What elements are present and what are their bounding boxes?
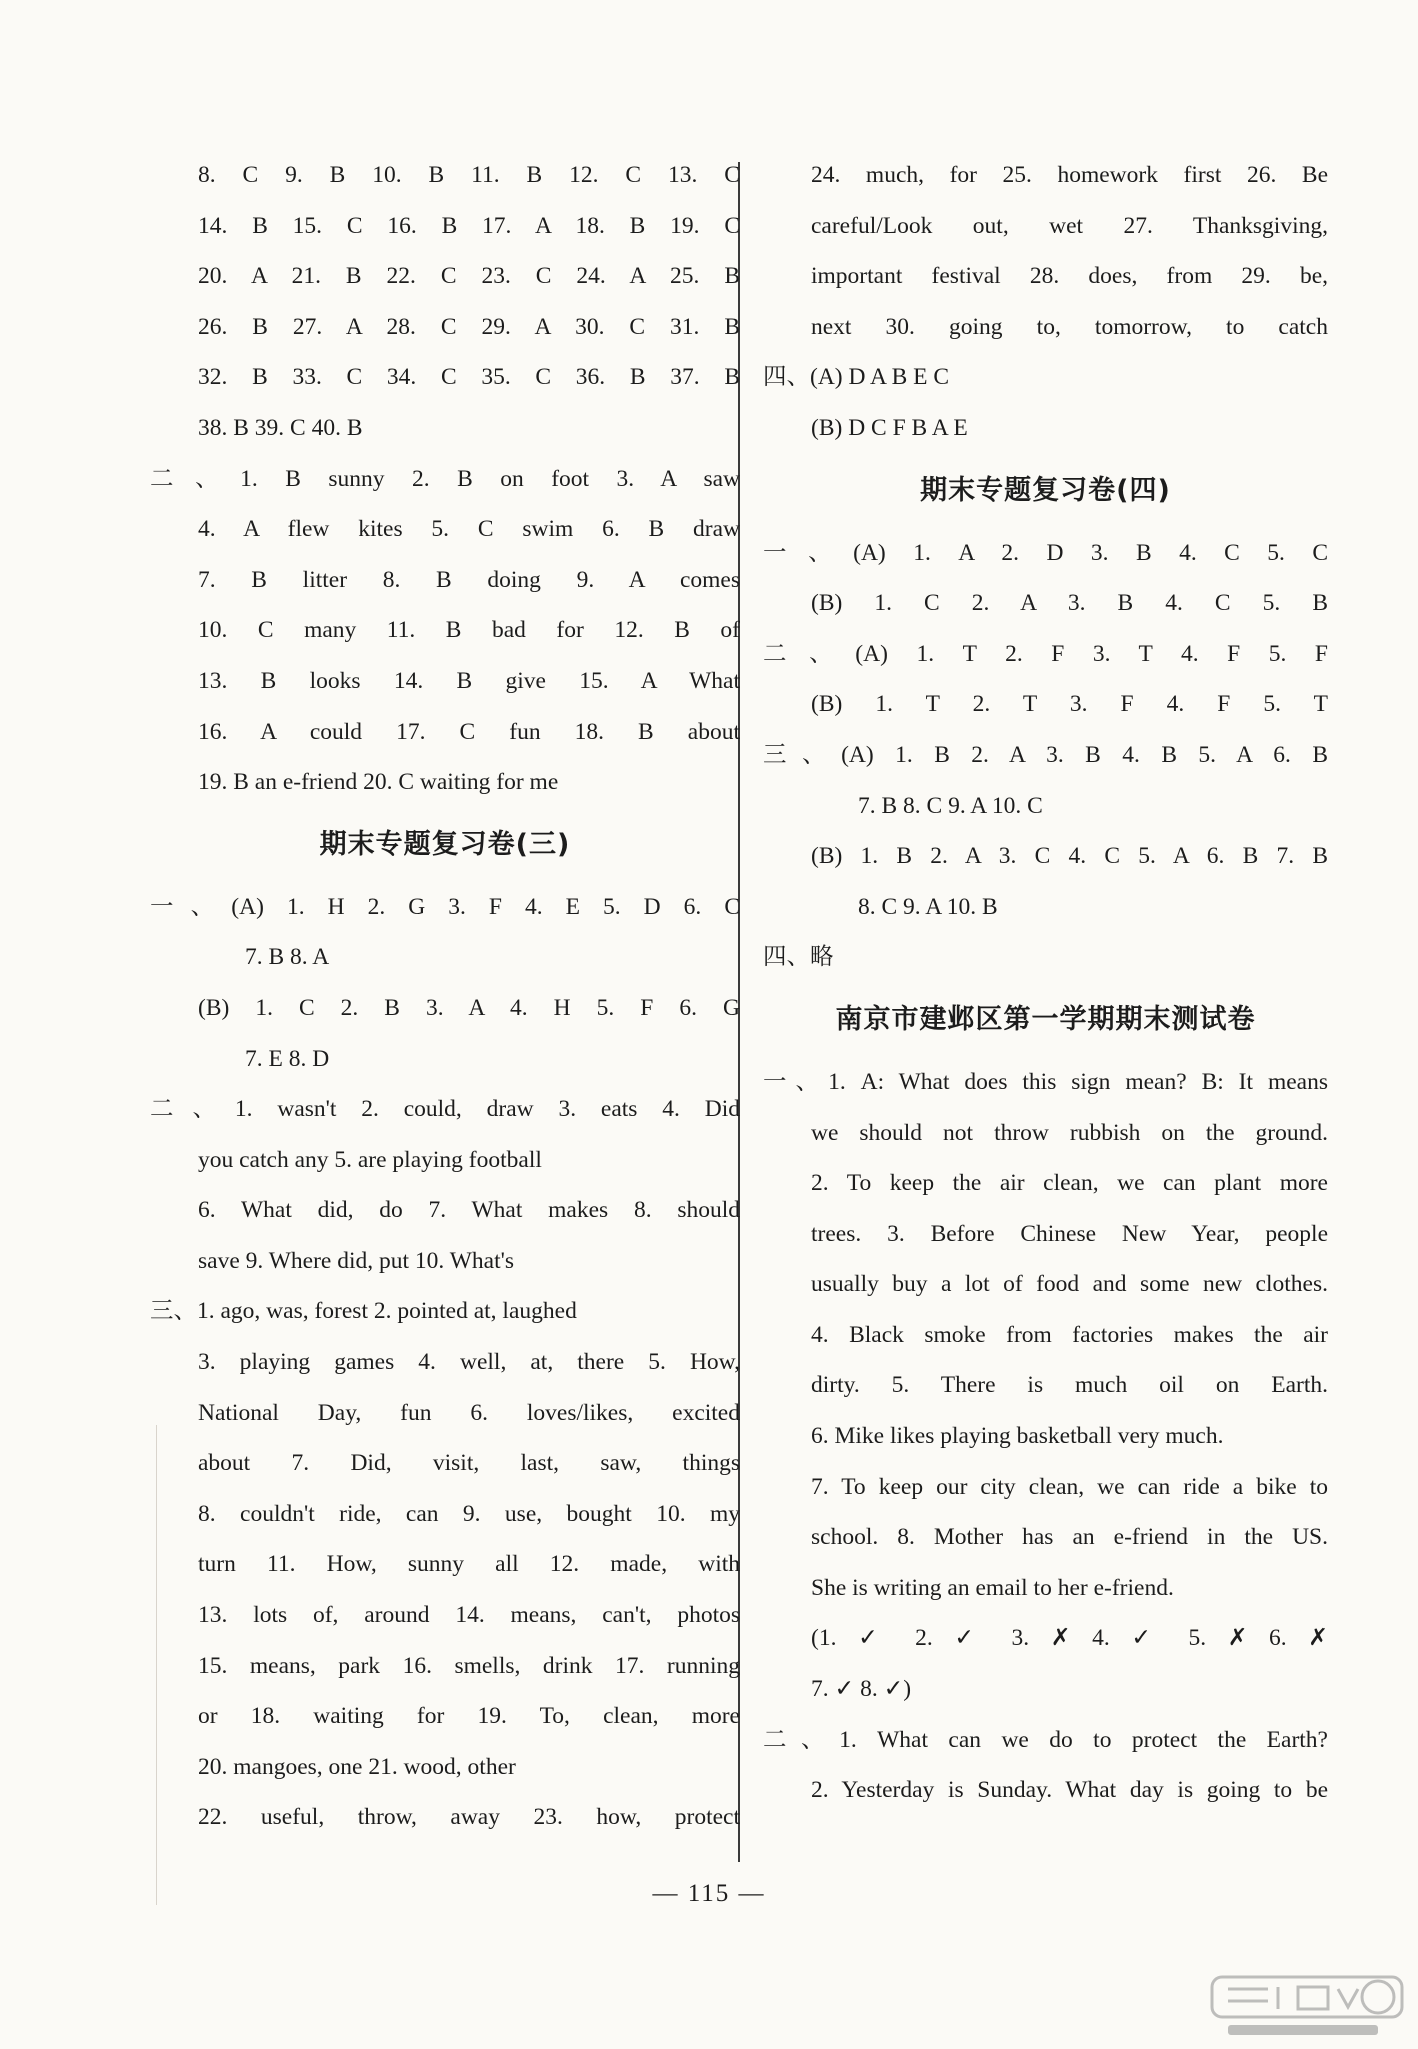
page-number: — 115 — <box>652 1880 766 1907</box>
answer-line: She is writing an email to her e-friend. <box>811 1574 1174 1601</box>
answer-line: 13. lots of, around 14. means, can't, photos <box>198 1602 740 1629</box>
answer-line: 26. B 27. A 28. C 29. A 30. C 31. B <box>198 313 740 340</box>
answer-line: next 30. going to, tomorrow, to catch <box>811 313 1328 340</box>
answer-line: 7. B litter 8. B doing 9. A comes <box>198 566 740 593</box>
answer-line: trees. 3. Before Chinese New Year, people <box>811 1220 1328 1247</box>
answer-line: dirty. 5. There is much oil on Earth. <box>811 1372 1328 1399</box>
answer-line: (1. ✓ 2. ✓ 3. ✗ 4. ✓ 5. ✗ 6. ✗ <box>811 1625 1328 1652</box>
answer-line: 38. B 39. C 40. B <box>198 414 363 441</box>
answer-line: (B) 1. C 2. A 3. B 4. C 5. B <box>811 590 1328 617</box>
answer-line: 四、(A) D A B E C <box>763 364 950 391</box>
answer-line: (B) D C F B A E <box>811 414 968 441</box>
answer-line: 7. E 8. D <box>245 1045 330 1072</box>
answer-line: (B) 1. C 2. B 3. A 4. H 5. F 6. G <box>198 994 740 1021</box>
answer-line: save 9. Where did, put 10. What's <box>198 1247 514 1274</box>
answer-line: 二、1. B sunny 2. B on foot 3. A saw <box>150 465 740 492</box>
answer-line: 4. A flew kites 5. C swim 6. B draw <box>198 516 740 543</box>
answer-line: 二、(A) 1. T 2. F 3. T 4. F 5. F <box>763 640 1328 667</box>
left-column <box>150 150 740 1843</box>
answer-line: 三、(A) 1. B 2. A 3. B 4. B 5. A 6. B <box>763 741 1328 768</box>
section-heading: 期末专题复习卷(四) <box>920 474 1171 506</box>
answer-line: 16. A could 17. C fun 18. B about <box>198 718 740 745</box>
answer-line: 二、1. wasn't 2. could, draw 3. eats 4. Did <box>150 1096 740 1123</box>
answer-line: 24. much, for 25. homework first 26. Be <box>811 162 1328 188</box>
answer-line: 8. C 9. B 10. B 11. B 12. C 13. C <box>198 162 740 188</box>
answer-line: 7. B 8. A <box>245 944 330 971</box>
answer-line: 22. useful, throw, away 23. how, protect <box>198 1804 740 1831</box>
answer-line: 2. To keep the air clean, we can plant more <box>811 1170 1328 1197</box>
watermark-logo-icon <box>1208 1971 1408 2043</box>
answer-line: 13. B looks 14. B give 15. A What <box>198 667 740 694</box>
answer-line: 15. means, park 16. smells, drink 17. running <box>198 1652 740 1679</box>
answer-line: 20. mangoes, one 21. wood, other <box>198 1753 516 1780</box>
answer-line: 4. Black smoke from factories makes the air <box>811 1321 1328 1348</box>
answer-line: you catch any 5. are playing football <box>198 1146 542 1173</box>
answer-line: usually buy a lot of food and some new clothes. <box>811 1271 1328 1298</box>
answer-line: 20. A 21. B 22. C 23. C 24. A 25. B <box>198 263 740 290</box>
answer-line: 一、(A) 1. A 2. D 3. B 4. C 5. C <box>763 539 1328 566</box>
answer-line: 3. playing games 4. well, at, there 5. How, <box>198 1349 740 1376</box>
answer-line: 7. ✓ 8. ✓) <box>811 1676 912 1703</box>
answer-line: (B) 1. B 2. A 3. C 4. C 5. A 6. B 7. B <box>811 843 1328 870</box>
answer-line: turn 11. How, sunny all 12. made, with <box>198 1551 740 1578</box>
answer-line: 6. What did, do 7. What makes 8. should <box>198 1197 740 1224</box>
answer-line: 一、(A) 1. H 2. G 3. F 4. E 5. D 6. C <box>150 893 740 920</box>
section-heading: 南京市建邺区第一学期期末测试卷 <box>835 1003 1256 1035</box>
answer-line: 19. B an e-friend 20. C waiting for me <box>198 769 559 796</box>
answer-line: (B) 1. T 2. T 3. F 4. F 5. T <box>811 691 1328 718</box>
answer-line: 10. C many 11. B bad for 12. B of <box>198 617 740 644</box>
answer-line: 2. Yesterday is Sunday. What day is going to be <box>811 1777 1328 1804</box>
answer-line: 四、略 <box>763 944 834 971</box>
answer-line: 一、1. A: What does this sign mean? B: It means <box>763 1068 1328 1095</box>
answer-line: National Day, fun 6. loves/likes, excited <box>198 1399 740 1426</box>
answer-line: 6. Mike likes playing basketball very much. <box>811 1423 1224 1450</box>
answer-line: 8. C 9. A 10. B <box>858 893 998 920</box>
answer-line: 三、1. ago, was, forest 2. pointed at, laughed <box>150 1298 577 1325</box>
answer-line: 7. B 8. C 9. A 10. C <box>858 792 1043 819</box>
section-heading: 期末专题复习卷(三) <box>319 828 571 860</box>
answer-line: 14. B 15. C 16. B 17. A 18. B 19. C <box>198 212 740 239</box>
answer-line: about 7. Did, visit, last, saw, things <box>198 1450 740 1477</box>
answer-line: we should not throw rubbish on the ground. <box>811 1119 1328 1146</box>
answer-line: important festival 28. does, from 29. be, <box>811 263 1328 290</box>
right-column <box>763 150 1328 1816</box>
answer-line: school. 8. Mother has an e-friend in the US. <box>811 1524 1328 1551</box>
answer-line: or 18. waiting for 19. To, clean, more <box>198 1703 740 1730</box>
answer-line: careful/Look out, wet 27. Thanksgiving, <box>811 212 1328 239</box>
answer-line: 7. To keep our city clean, we can ride a bike to <box>811 1473 1328 1500</box>
answer-line: 8. couldn't ride, can 9. use, bought 10. my <box>198 1500 740 1527</box>
answer-line: 32. B 33. C 34. C 35. C 36. B 37. B <box>198 364 740 391</box>
answer-line: 二、1. What can we do to protect the Earth? <box>763 1726 1328 1753</box>
